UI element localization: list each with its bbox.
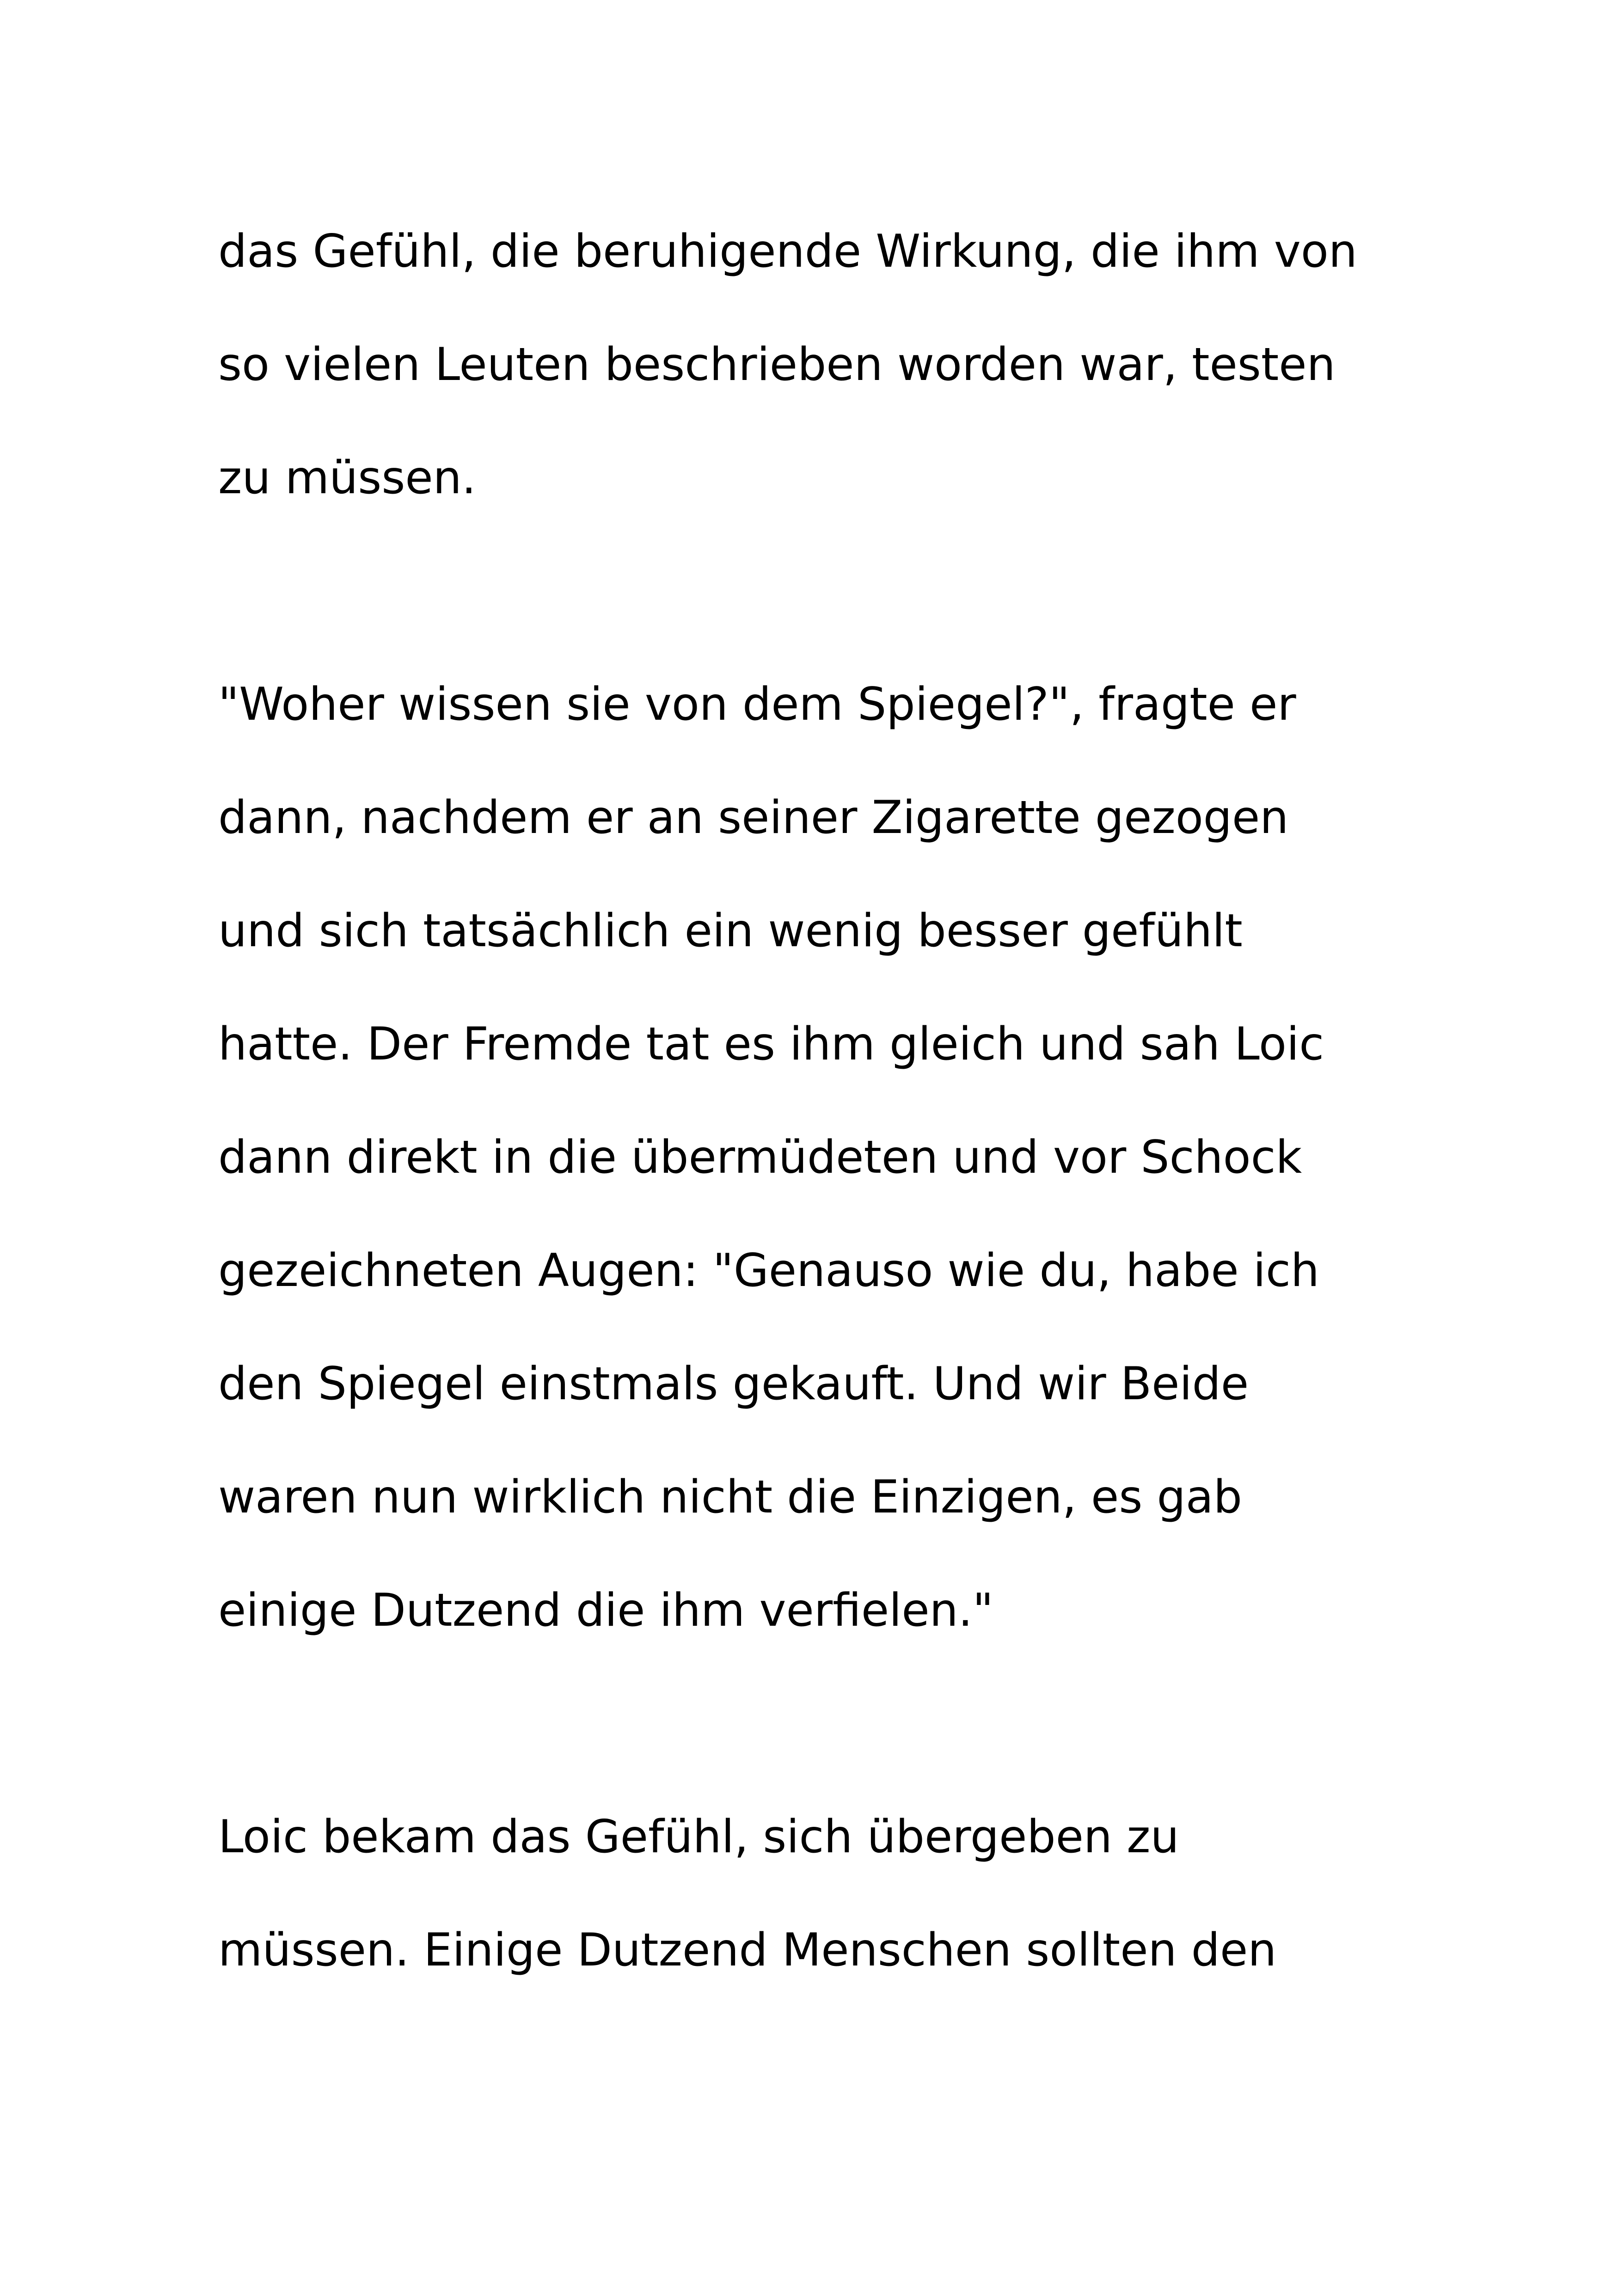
text-line: zu müssen. <box>218 452 476 504</box>
text-line: Loic bekam das Gefühl, sich übergeben zu <box>218 1811 1179 1863</box>
text-line: gezeichneten Augen: "Genauso wie du, habe ich <box>218 1244 1320 1297</box>
text-line: waren nun wirklich nicht die Einzigen, es gab <box>218 1471 1243 1524</box>
text-line: das Gefühl, die beruhigende Wirkung, die ihm von <box>218 225 1357 278</box>
text-line: so vielen Leuten beschrieben worden war, testen <box>218 338 1336 391</box>
text-line: dann, nachdem er an seiner Zigarette gezogen <box>218 791 1289 844</box>
text-line: und sich tatsächlich ein wenig besser gefühlt <box>218 905 1243 957</box>
text-line: den Spiegel einstmals gekauft. Und wir Beide <box>218 1358 1249 1410</box>
text-line: hatte. Der Fremde tat es ihm gleich und sah Loic <box>218 1018 1324 1071</box>
text-line: müssen. Einige Dutzend Menschen sollten den <box>218 1924 1277 1977</box>
text-line: einige Dutzend die ihm verfielen." <box>218 1584 994 1637</box>
text-line: dann direkt in die übermüdeten und vor Schock <box>218 1131 1302 1184</box>
text-line: "Woher wissen sie von dem Spiegel?", fragte er <box>218 678 1296 731</box>
